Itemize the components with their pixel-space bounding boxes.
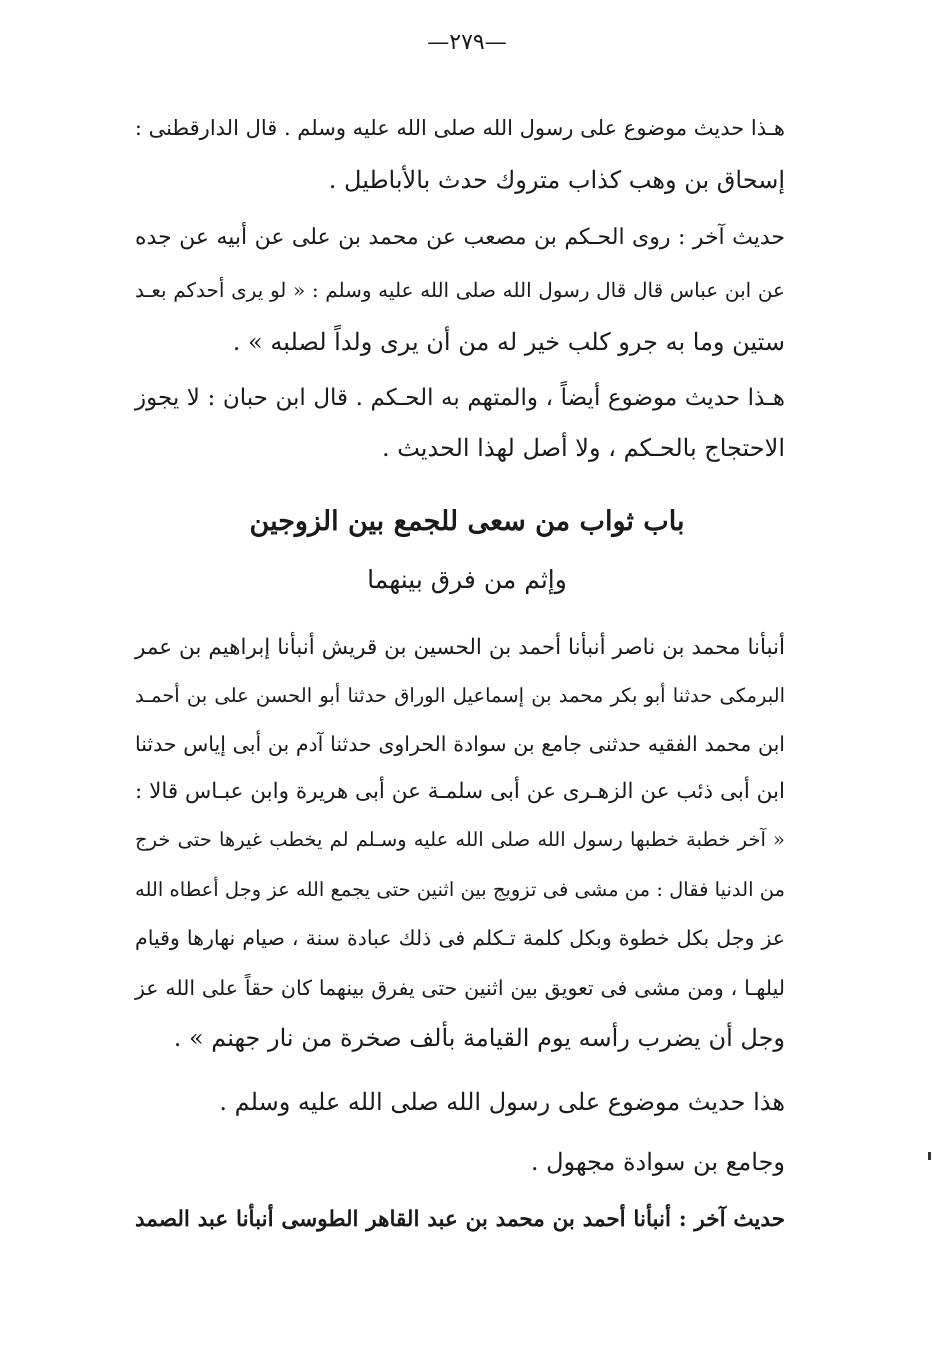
text-line: البرمكى حدثنا أبو بكر محمد بن إسماعيل الوراق حدثنا أبو الحسن على بن أحمـد: [135, 684, 785, 707]
text-line: حديث آخر : روى الحـكم بن مصعب عن محمد بن على عن أبيه عن جده: [135, 225, 785, 250]
chapter-subheading: وإثم من فرق بينهما: [367, 565, 567, 594]
text-line: ابن أبى ذئب عن الزهـرى عن أبى سلمـة عن أبى هريرة وابن عبـاس قالا :: [135, 779, 785, 804]
text-line: أنبأنا محمد بن ناصر أنبأنا أحمد بن الحسين بن قريش أنبأنا إبراهيم بن عمر: [135, 635, 785, 660]
text-line: ستين وما به جرو كلب خير له من أن يرى ولداً لصلبه » .: [232, 328, 785, 356]
narrator-note: وجامع بن سوادة مجهول .: [530, 1148, 785, 1176]
scan-speck: [928, 1152, 931, 1160]
text-line: وجل أن يضرب رأسه يوم القيامة بألف صخرة من نار جهنم » .: [173, 1024, 785, 1052]
text-line: الاحتجاج بالحـكم ، ولا أصل لهذا الحديث .: [381, 434, 785, 462]
text-line: عن ابن عباس قال قال رسول الله صلى الله عليه وسلم : « لو يرى أحدكم بعـد: [135, 278, 785, 302]
text-line: من الدنيا فقال : من مشى فى تزويج بين اثنين حتى يجمع الله عز وجل أعطاه الله: [135, 878, 785, 901]
chapter-heading: باب ثواب من سعى للجمع بين الزوجين: [249, 506, 685, 537]
text-line: ليلهـا ، ومن مشى فى تعويق بين اثنين حتى يفرق بينهما كان حقاً على الله عز: [135, 976, 785, 1000]
text-line: هـذا حديث موضوع أيضاً ، والمتهم به الحـكم . قال ابن حبان : لا يجوز: [135, 385, 785, 411]
text-line: ابن محمد الفقيه حدثنى جامع بن سوادة الحراوى حدثنا آدم بن أبى إياس حدثنا: [135, 732, 785, 756]
text-line: هـذا حديث موضوع على رسول الله صلى الله عليه وسلم . قال الدارقطنى :: [134, 116, 785, 140]
verdict-line: هذا حديث موضوع على رسول الله صلى الله عليه وسلم .: [219, 1088, 785, 1116]
text-line: عز وجل بكل خطوة وبكل كلمة تـكلم فى ذلك عبادة سنة ، صيام نهارها وقيام: [135, 926, 785, 950]
final-line: حديث آخر : أنبأنا أحمد بن محمد بن عبد القاهر الطوسى أنبأنا عبد الصمد: [135, 1207, 785, 1232]
text-line: إسحاق بن وهب كذاب متروك حدث بالأباطيل .: [328, 166, 785, 194]
page-number: —٢٧٩—: [427, 30, 507, 55]
text-line: « آخر خطبة خطبها رسول الله صلى الله عليه وسـلم لم يخطب غيرها حتى خرج: [135, 828, 785, 851]
